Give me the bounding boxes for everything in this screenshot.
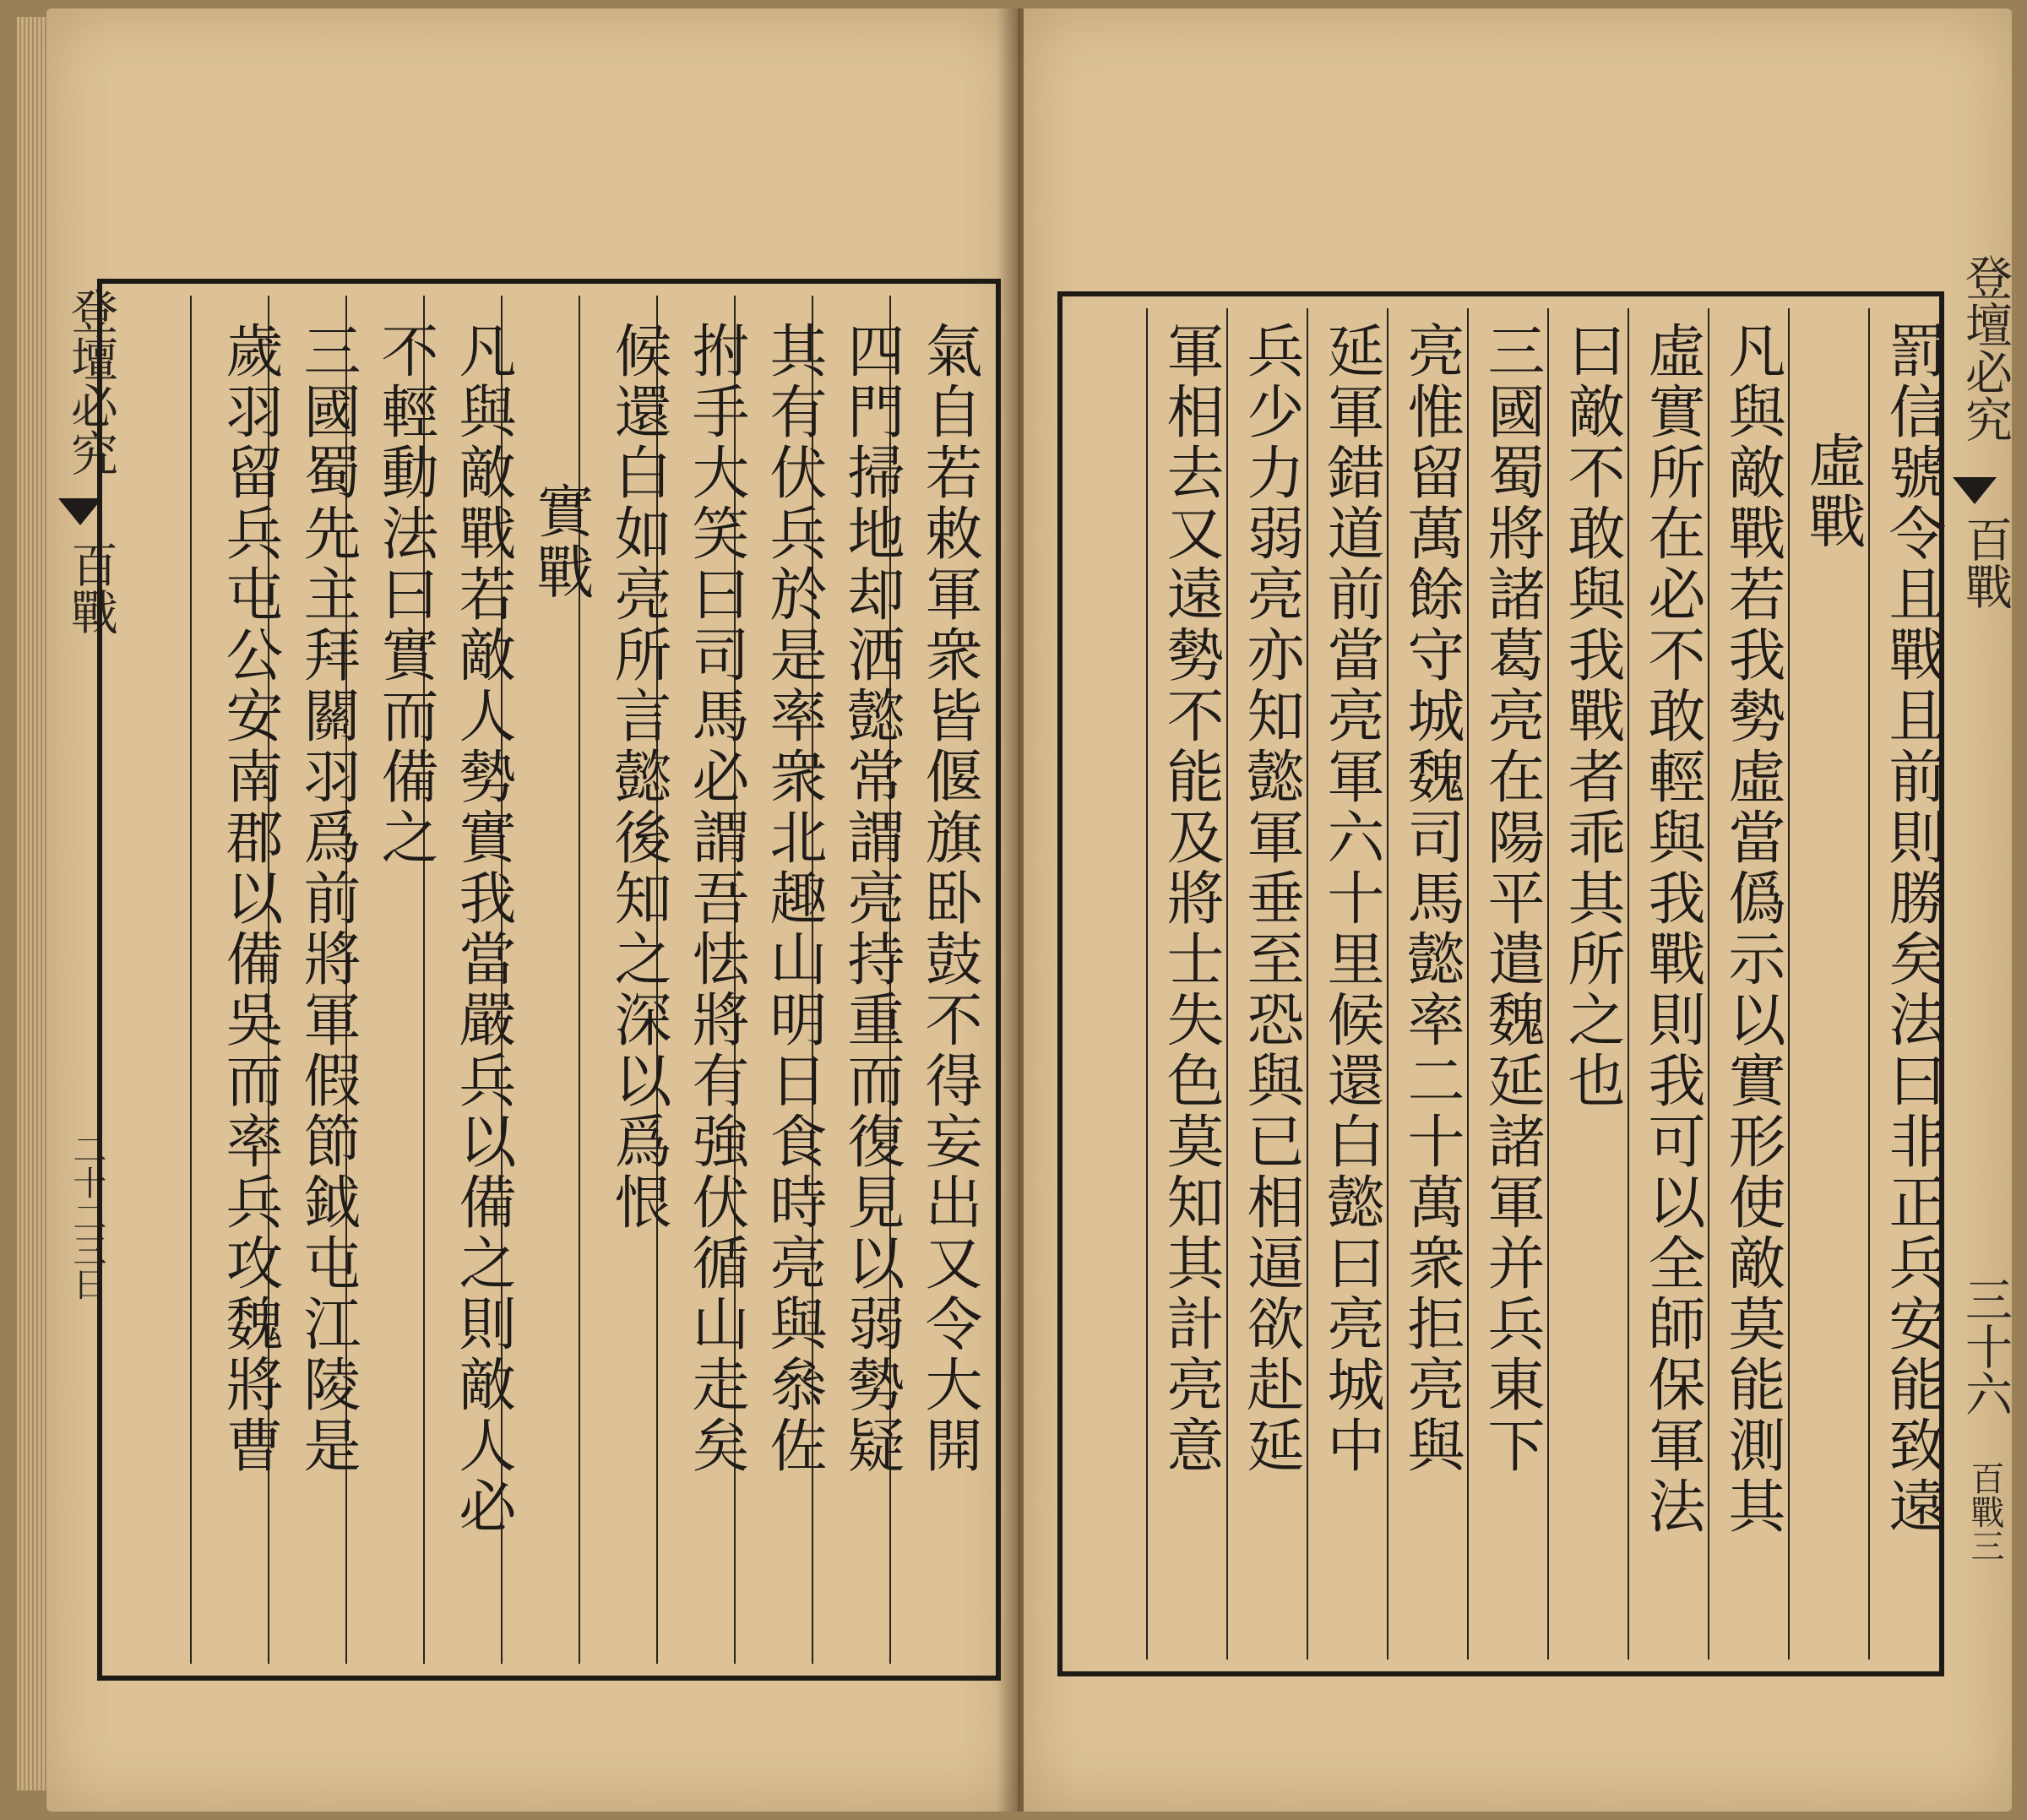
fish-tail-mark	[58, 498, 102, 525]
column-rule	[1628, 308, 1629, 1660]
text-column: 軍相去又遠勢不能及將士失色莫知其計亮意	[1157, 321, 1224, 1476]
text-column: 凡與敵戰若敵人勢實我當嚴兵以備之則敵人必	[449, 321, 516, 1537]
column-rule	[1146, 308, 1148, 1660]
section-heading: 實戰	[527, 481, 594, 603]
column-rule	[1387, 308, 1388, 1660]
column-rule	[1708, 308, 1709, 1660]
text-column: 歲羽留兵屯公安南郡以備吳而率兵攻魏將曹	[216, 321, 283, 1476]
column-rule	[1788, 308, 1790, 1660]
text-column: 四門掃地却洒懿常謂亮持重而復見以弱勢疑	[838, 321, 905, 1476]
column-rule	[1226, 308, 1228, 1660]
text-column: 不輕動法曰實而備之	[372, 321, 438, 868]
column-rule	[1547, 308, 1549, 1660]
column-rule	[1467, 308, 1469, 1660]
right-margin-page: 三十六	[1958, 1275, 2013, 1417]
right-margin-title: 登壇必究	[1958, 253, 2013, 443]
text-column: 凡與敵戰若我勢虛當僞示以實形使敵莫能測其	[1719, 321, 1785, 1537]
column-rule	[1307, 308, 1308, 1660]
left-margin-page: 二十二三日	[68, 1132, 106, 1301]
left-margin-title: 登壇必究	[63, 287, 118, 476]
text-column: 候還白如亮所言懿後知之深以爲恨	[605, 321, 671, 1233]
text-column: 罰信號令且戰且前則勝矣法曰非正兵安能致遠	[1879, 321, 1946, 1537]
section-heading: 虛戰	[1799, 431, 1866, 552]
right-margin-page-small: 百戰三	[1965, 1461, 2004, 1562]
text-column: 亮惟留萬餘守城魏司馬懿率二十萬衆拒亮與	[1398, 321, 1465, 1476]
text-column: 兵少力弱亮亦知懿軍垂至恐與已相逼欲赴延	[1237, 321, 1304, 1476]
right-margin-fold: 百戰	[1958, 515, 2013, 610]
text-column: 虛實所在必不敢輕與我戰則我可以全師保軍法	[1638, 321, 1705, 1537]
left-page	[46, 8, 1018, 1812]
text-column: 拊手大笑曰司馬必謂吾怯將有強伏循山走矣	[682, 321, 749, 1476]
text-column: 其有伏兵於是率衆北趣山明日食時亮與叅佐	[760, 321, 827, 1476]
text-column: 曰敵不敢與我戰者乖其所之也	[1558, 321, 1625, 1111]
column-rule	[190, 296, 192, 1664]
column-rule	[1868, 308, 1870, 1660]
right-page	[1024, 8, 2012, 1812]
text-column: 三國蜀先主拜關羽爲前將軍假節鉞屯江陵是	[294, 321, 361, 1476]
left-margin-fold: 百戰	[63, 541, 118, 635]
text-column: 延軍錯道前當亮軍六十里候還白懿曰亮城中	[1318, 321, 1384, 1476]
page-edges	[17, 17, 51, 1790]
text-column: 三國蜀將諸葛亮在陽平遣魏延諸軍并兵東下	[1478, 321, 1545, 1476]
fish-tail-mark	[1953, 477, 1997, 504]
text-column: 氣自若敕軍衆皆偃旗卧鼓不得妄出又令大開	[916, 321, 982, 1476]
